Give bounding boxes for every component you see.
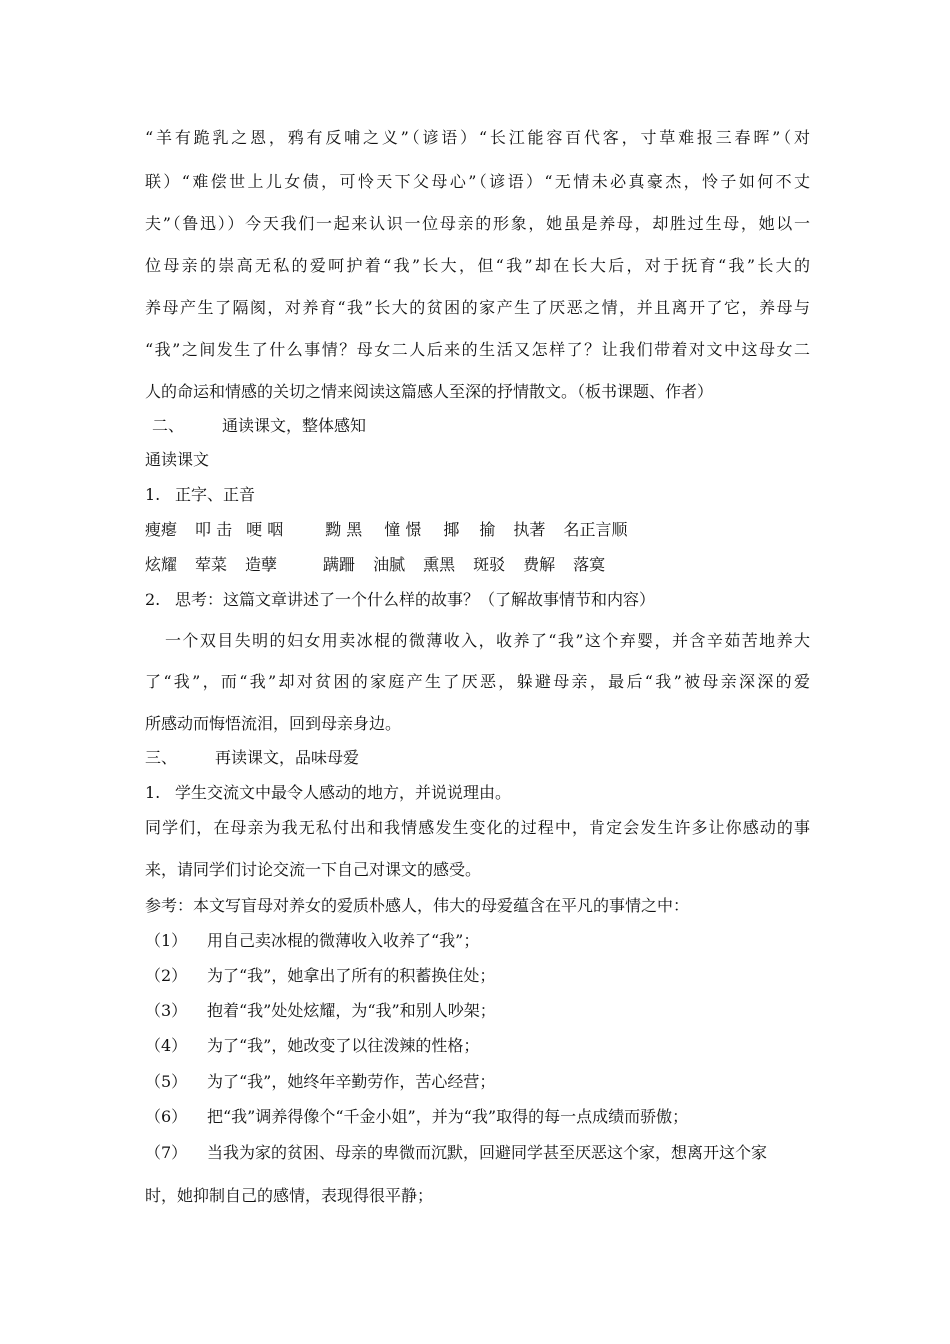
section2-item-1-text: 正字、正音 [175, 485, 256, 504]
list-item-number: （2） [145, 966, 188, 985]
list-item-number: （4） [145, 1036, 188, 1055]
section3-title: 再读课文，品味母爱 [215, 748, 360, 767]
section3-para-line-2: 来，请同学们讨论交流一下自己对课文的感受。 [145, 860, 482, 879]
list-item [145, 966, 810, 986]
vocab-word: 憧 憬 [384, 520, 422, 539]
list-item-continuation: 时，她抑制自己的感情，表现得很平静； [145, 1186, 434, 1205]
section2-number: 二、 [152, 416, 185, 435]
section2-heading [152, 416, 817, 436]
intro-line-1: “羊有跪乳之恩，鸦有反哺之义”（谚语）“长江能容百代客，寸草难报三春晖”（对 [145, 128, 810, 147]
section3-item-1-number: 1. [145, 783, 161, 802]
section2-item-2-number: 2. [145, 590, 161, 609]
vocab-word: 叩 击 [195, 520, 233, 539]
answer-line-3: 所感动而悔悟流泪，回到母亲身边。 [145, 714, 402, 733]
list-item-text: 抱着“我”处处炫耀，为“我”和别人吵架； [207, 1001, 496, 1020]
list-item [145, 1001, 810, 1021]
list-item [145, 1036, 810, 1056]
intro-line-5: 养母产生了隔阂，对养育“我”长大的贫困的家产生了厌恶之情，并且离开了它，养母与 [145, 298, 810, 317]
section2-title: 通读课文，整体感知 [222, 416, 367, 435]
section2-item-2 [145, 590, 810, 610]
list-item-text: 为了“我”，她改变了以往泼辣的性格； [207, 1036, 480, 1055]
list-item [145, 1143, 810, 1163]
vocab-word: 揄 [479, 520, 496, 539]
section3-item-1-text: 学生交流文中最令人感动的地方，并说说理由。 [175, 783, 512, 802]
list-item [145, 1107, 810, 1127]
vocab-word: 瘦瘪 [145, 520, 178, 539]
vocab-word: 造孽 [245, 555, 278, 574]
intro-line-6: “我”之间发生了什么事情？母女二人后来的生活又怎样了？让我们带着对文中这母女二 [145, 340, 810, 359]
list-item-number: （3） [145, 1001, 188, 1020]
vocab-word: 费解 [523, 555, 556, 574]
vocab-word: 炫耀 [145, 555, 178, 574]
intro-line-4: 位母亲的崇高无私的爱呵护着“我”长大，但“我”却在长大后，对于抚育“我”长大的 [145, 256, 810, 275]
list-item [145, 1072, 810, 1092]
section2-subheading: 通读课文 [145, 450, 210, 469]
vocab-word: 哽 咽 [246, 520, 284, 539]
answer-line-1: 一个双目失明的妇女用卖冰棍的微薄收入，收养了“我”这个弃婴，并含辛茹苦地养大 [165, 631, 810, 650]
vocab-row-2 [145, 555, 810, 575]
list-item-text: 当我为家的贫困、母亲的卑微而沉默，回避同学甚至厌恶这个家，想离开这个家 [207, 1143, 768, 1162]
section3-number: 三、 [145, 748, 178, 767]
list-item-number: （6） [145, 1107, 188, 1126]
answer-line-2: 了“我”，而“我”却对贫困的家庭产生了厌恶，躲避母亲，最后“我”被母亲深深的爱 [145, 672, 810, 691]
section2-item-1 [145, 485, 810, 505]
list-item-number: （5） [145, 1072, 188, 1091]
section3-item-1 [145, 783, 810, 803]
list-item-number: （7） [145, 1143, 188, 1162]
list-item [145, 931, 810, 951]
vocab-row-1 [145, 520, 810, 540]
section2-item-2-text: 思考：这篇文章讲述了一个什么样的故事？（了解故事情节和内容） [175, 590, 656, 609]
vocab-word: 黝 黑 [325, 520, 363, 539]
section3-para-line-1: 同学们，在母亲为我无私付出和我情感发生变化的过程中，肯定会发生许多让你感动的事 [145, 818, 810, 837]
vocab-word: 斑驳 [473, 555, 506, 574]
list-item-number: （1） [145, 931, 188, 950]
vocab-word: 揶 [443, 520, 460, 539]
vocab-word: 名正言顺 [563, 520, 628, 539]
vocab-word: 落寞 [573, 555, 606, 574]
vocab-word: 执著 [513, 520, 546, 539]
reference-line: 参考：本文写盲母对养女的爱质朴感人，伟大的母爱蕴含在平凡的事情之中： [145, 896, 690, 915]
section3-heading [145, 748, 810, 768]
vocab-word: 熏黑 [423, 555, 456, 574]
vocab-word: 蹒跚 [323, 555, 356, 574]
list-item-text: 用自己卖冰棍的微薄收入收养了“我”； [207, 931, 480, 950]
vocab-word: 油腻 [373, 555, 406, 574]
intro-line-2: 联）“难偿世上儿女债，可怜天下父母心”（谚语）“无情未必真豪杰，怜子如何不丈 [145, 172, 810, 191]
vocab-word: 荤菜 [195, 555, 228, 574]
intro-line-3: 夫”（鲁迅））今天我们一起来认识一位母亲的形象，她虽是养母，却胜过生母，她以一 [145, 214, 810, 233]
intro-line-7: 人的命运和情感的关切之情来阅读这篇感人至深的抒情散文。（板书课题、作者） [145, 382, 714, 401]
section2-item-1-number: 1. [145, 485, 161, 504]
list-item-text: 为了“我”，她拿出了所有的积蓄换住处； [207, 966, 496, 985]
list-item-text: 为了“我”，她终年辛勤劳作，苦心经营； [207, 1072, 496, 1091]
list-item-text: 把“我”调养得像个“千金小姐”，并为“我”取得的每一点成绩而骄傲； [207, 1107, 689, 1126]
